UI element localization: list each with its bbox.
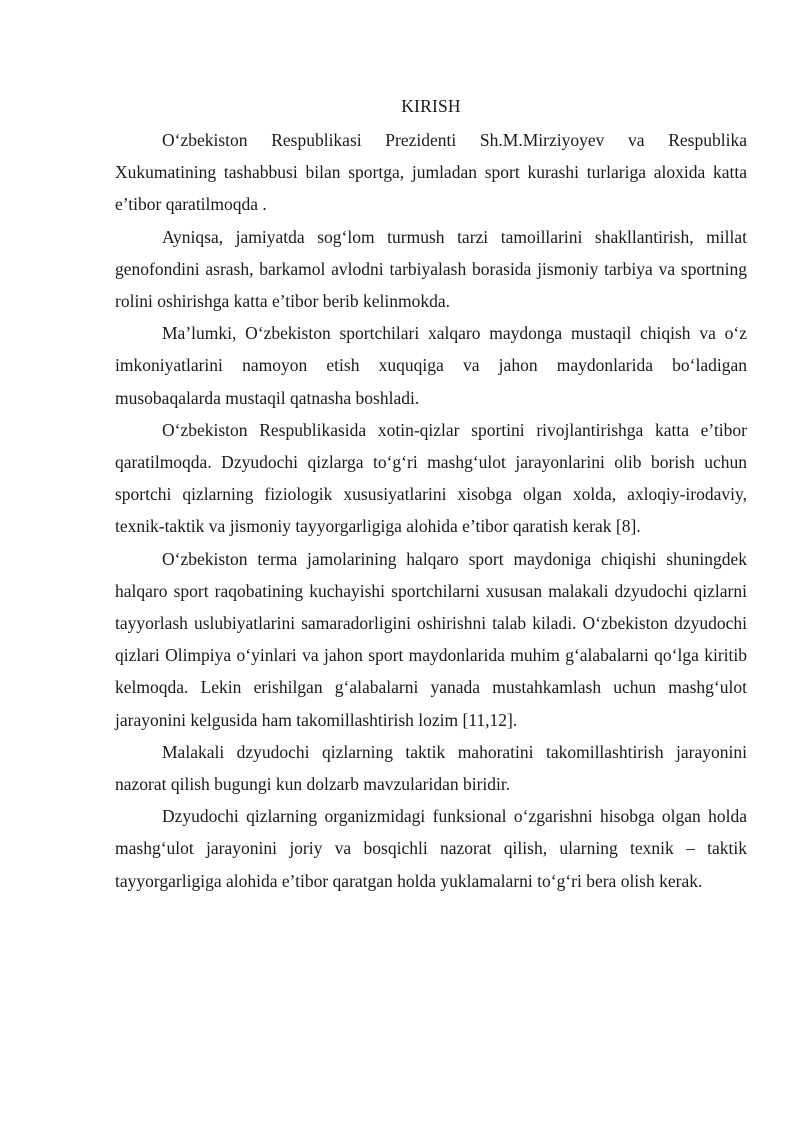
paragraph-4: O‘zbekiston Respublikasida xotin-qizlar sportini rivojlantirishga katta e’tibor qaratilmoqda. Dzyudochi qizlarga to‘g‘ri mashg‘ulot jarayonlarini olib borish uchun sportchi qizlarning fiziologik xususiyatlarini xisobga olgan xolda, axloqiy-irodaviy, texnik-taktik va jismoniy tayyorgarligiga alohida e’tibor qaratish kerak [8]. bbox=[115, 419, 747, 537]
paragraph-3: Ma’lumki, O‘zbekiston sportchilari xalqaro maydonga mustaqil chiqish va o‘z imkoniyatlarini namoyon etish xuquqiga va jahon maydonlarida bo‘ladigan musobaqalarda mustaqil qatnasha boshladi. bbox=[115, 323, 747, 408]
section-title: KIRISH bbox=[401, 96, 461, 116]
paragraph-7: Dzyudochi qizlarning organizmidagi funksional o‘zgarishni hisobga olgan holda mashg‘ulot jarayonini joriy va bosqichli nazorat qilish, ularning texnik – taktik tayyorgarligiga alohida e’tibor qaratgan holda yuklamalarni to‘g‘ri bera olish kerak. bbox=[115, 806, 747, 891]
paragraph-6: Malakali dzyudochi qizlarning taktik mahoratini takomillashtirish jarayonini nazorat qilish bugungi kun dolzarb mavzularidan biridir. bbox=[115, 741, 747, 795]
document-body bbox=[115, 92, 747, 897]
paragraph-1: O‘zbekiston Respublikasi Prezidenti Sh.M.Mirziyoyev va Respublika Xukumatining tashabbusi bilan sportga, jumladan sport kurashi turlariga aloxida katta e’tibor qaratilmoqda . bbox=[115, 130, 747, 215]
paragraph-2: Ayniqsa, jamiyatda sog‘lom turmush tarzi tamoillarini shakllantirish, millat genofondini asrash, barkamol avlodni tarbiyalash borasida jismoniy tarbiya va sportning rolini oshirishga katta e’tibor berib kelinmokda. bbox=[115, 226, 747, 312]
paragraph-5: O‘zbekiston terma jamolarining halqaro sport maydoniga chiqishi shuningdek halqaro sport raqobatining kuchayishi sportchilarni xususan malakali dzyudochi qizlarni tayyorlash uslubiyatlarini samaradorligini oshirishni talab kiladi. O‘zbekiston dzyudochi qizlari Olimpiya o‘yinlari va jahon sport maydonlarida muhim g‘alabalarni qo‘lga kiritib kelmoqda. Lekin erishilgan g‘alabalarni yanada mustahkamlash uchun mashg‘ulot jarayonini kelgusida ham takomillashtirish lozim [11,12]. bbox=[115, 548, 747, 730]
